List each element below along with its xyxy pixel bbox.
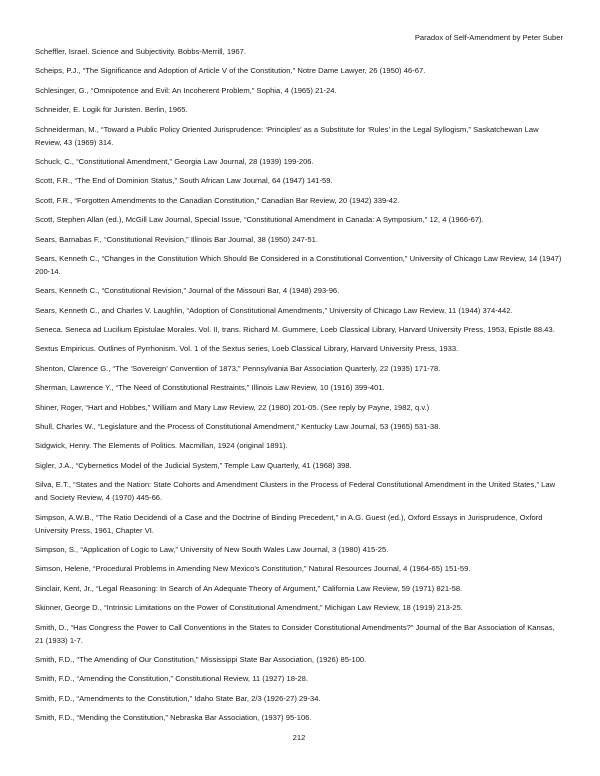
bibliography-list xyxy=(35,45,563,724)
bibliography-entry: Schneiderman, M., “Toward a Public Policy Oriented Jurisprudence: ‘Principles’ as a Substitute for ‘Rules’ in the Legal Syllogism,” Saskatchewan Law Review, 43 (1969) 314. xyxy=(35,124,539,147)
bibliography-entry: Sigler, J.A., “Cybernetics Model of the Judicial System,” Temple Law Quarterly, 41 (1968) 398. xyxy=(35,460,352,470)
bibliography-entry: Schlesinger, G., “Omnipotence and Evil: An Incoherent Problem,” Sophia, 4 (1965) 21-24. xyxy=(35,85,337,95)
bibliography-entry: Scott, F.R., “The End of Dominion Status,” South African Law Journal, 64 (1947) 141-59. xyxy=(35,176,333,186)
bibliography-entry: Sextus Empiricus. Outlines of Pyrrhonism. Vol. 1 of the Sextus series, Loeb Classical Library, Harvard University Press, 1933. xyxy=(35,344,459,354)
bibliography-entry: Sidgwick, Henry. The Elements of Politics. Macmillan, 1924 (original 1891). xyxy=(35,441,288,451)
page-number: 212 xyxy=(292,732,306,742)
running-header-title: Paradox of Self-Amendment by Peter Suber xyxy=(414,33,563,42)
bibliography-entry: Smith, F.D., “Mending the Constitution,” Nebraska Bar Association, (1937) 95-106. xyxy=(35,713,312,723)
bibliography-entry: Sinclair, Kent, Jr., “Legal Reasoning: In Search of An Adequate Theory of Argument,” California Law Review, 59 (1971) 821-58. xyxy=(35,583,463,593)
bibliography-entry: Smith, F.D., “Amending the Constitution,” Constitutional Review, 11 (1927) 18-28. xyxy=(35,674,309,684)
page-content xyxy=(35,31,563,744)
bibliography-entry: Sears, Kenneth C., and Charles V. Laughlin, “Adoption of Constitutional Amendments,” University of Chicago Law Review, 11 (1944) 374-442. xyxy=(35,305,513,315)
bibliography-entry: Seneca. Seneca ad Lucilium Epistulae Morales. Vol. II, trans. Richard M. Gummere, Loeb Classical Library, Harvard University Press, 1953, Epistle 88.43. xyxy=(35,325,555,335)
bibliography-entry: Skinner, George D., “Intrinsic Limitations on the Power of Constitutional Amendment,” Michigan Law Review, 18 (1919) 213-25. xyxy=(35,603,463,613)
bibliography-entry: Sherman, Lawrence Y., “The Need of Constitutional Restraints,” Illinois Law Review, 10 (1916) 399-401. xyxy=(35,383,385,393)
bibliography-entry: Sears, Kenneth C., “Constitutional Revision,” Journal of the Missouri Bar, 4 (1948) 293-96. xyxy=(35,286,340,296)
bibliography-entry: Simson, Helene, “Procedural Problems in Amending New Mexico's Constitution,” Natural Resources Journal, 4 (1964-65) 151-59. xyxy=(35,564,471,574)
bibliography-entry: Scheips, P.J., “The Significance and Adoption of Article V of the Constitution,” Notre Dame Lawyer, 26 (1950) 46-67. xyxy=(35,66,426,76)
bibliography-entry: Schneider, E. Logik für Juristen. Berlin, 1965. xyxy=(35,105,188,115)
bibliography-entry: Silva, E.T., “States and the Nation: State Cohorts and Amendment Clusters in the Process of Federal Constitutional Amendment in the United States,” Law and Society Review, 4 (1970) 445-66. xyxy=(35,480,556,503)
bibliography-entry: Scott, F.R., “Forgotten Amendments to the Canadian Constitution,” Canadian Bar Review, 20 (1942) 339-42. xyxy=(35,195,400,205)
bibliography-entry: Simpson, A.W.B., “The Ratio Decidendi of a Case and the Doctrine of Binding Precedent,” in A.G. Guest (ed.), Oxford Essays in Jurisprudence, Oxford University Press, 1961, Chapter VI. xyxy=(35,512,543,535)
bibliography-entry: Smith, D., “Has Congress the Power to Call Conventions in the States to Consider Constitutional Amendments?” Journal of the Bar Association of Kansas, 21 (1933) 1-7. xyxy=(35,622,555,645)
bibliography-entry: Scott, Stephen Allan (ed.), McGill Law Journal, Special Issue, “Constitutional Amendment in Canada: A Symposium,” 12, 4 (1966-67). xyxy=(35,215,484,225)
bibliography-entry: Scheffler, Israel. Science and Subjectivity. Bobbs-Merrill, 1967. xyxy=(35,47,246,56)
bibliography-entry: Smith, F.D., “The Amending of Our Constitution,” Mississippi State Bar Association, (1926) 85-100. xyxy=(35,654,367,664)
bibliography-entry: Sears, Barnabas F., “Constitutional Revision,” Illinois Bar Journal, 38 (1950) 247-51. xyxy=(35,234,318,244)
bibliography-entry: Smith, F.D., “Amendments to the Constitution,” Idaho State Bar, 2/3 (1926-27) 29-34. xyxy=(35,693,321,703)
bibliography-entry: Shull, Charles W., “Legislature and the Process of Constitutional Amendment,” Kentucky Law Journal, 53 (1965) 531-38. xyxy=(35,422,441,432)
bibliography-entry: Simpson, S., “Application of Logic to Law,” University of New South Wales Law Journal, 3 (1980) 415-25. xyxy=(35,544,389,554)
bibliography-entry: Shiner, Roger, “Hart and Hobbes,” William and Mary Law Review, 22 (1980) 201-05. (See reply by Payne, 1982, q.v.) xyxy=(35,402,430,412)
bibliography-entry: Schuck, C., “Constitutional Amendment,” Georgia Law Journal, 28 (1939) 199-206. xyxy=(35,156,314,166)
bibliography-entry: Shenton, Clarence G., “The ‘Sovereign’ Convention of 1873,” Pennsylvania Bar Association Quarterly, 22 (1935) 171-78. xyxy=(35,363,441,373)
bibliography-entry: Sears, Kenneth C., “Changes in the Constitution Which Should Be Considered in a Constitutional Convention,” University of Chicago Law Review, 14 (1947) 200-14. xyxy=(35,253,562,276)
